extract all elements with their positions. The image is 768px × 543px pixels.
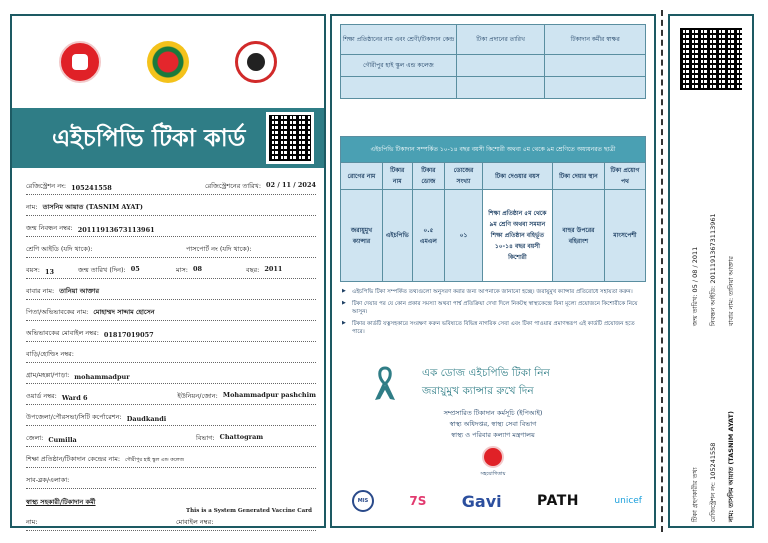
union-value: Mohammadpur pashchim: [222, 391, 316, 399]
card-title: এইচপিভি টিকা কার্ড: [52, 124, 246, 152]
row-registration: [26, 174, 316, 195]
qr-code-icon: [266, 112, 314, 164]
info-header: টিকার ডোজ: [412, 163, 445, 190]
info-header: টিকার নাম: [382, 163, 412, 190]
birth-reg-value: 20111913673113961: [77, 226, 155, 234]
schedule-empty-cell: [341, 77, 457, 99]
bangladesh-emblem-icon: [147, 41, 189, 83]
reg-no-label: রেজিস্ট্রেশন নং:: [26, 182, 67, 190]
mobile-label: অভিভাবকের মোবাইল নম্বর:: [26, 329, 99, 337]
stub-id: নিবন্ধন আইডি: 20111913673113961: [709, 213, 717, 326]
schedule-sign-cell: [545, 55, 646, 77]
govt-emblem-icon: [482, 446, 504, 468]
village-label: গ্রাম/মহল্লা/পাড়া:: [26, 371, 70, 379]
division-value: Chattogram: [219, 433, 264, 441]
month-value: 08: [192, 265, 203, 273]
slogan-line-1: এক ডোজ এইচপিভি টিকা নিন: [422, 367, 550, 379]
info-cell: জরায়ুমুখ ক্যান্সার: [341, 190, 383, 282]
mis-logo: MIS: [352, 490, 374, 512]
subblock-label: সাব-ব্লক/এলাকা:: [26, 476, 70, 484]
ministry-line-1: সম্প্রসারিত টিকাদান কর্মসূচি (ইপিআই): [443, 409, 543, 417]
row-father: [26, 279, 316, 300]
father-value: তানিয়া আক্তার: [59, 287, 100, 295]
partner-logos: [352, 486, 642, 516]
upazila-value: Daudkandi: [126, 415, 167, 423]
stub-name: নাম: তাসনিম আয়াত (TASNIM AYAT): [727, 411, 735, 522]
schedule-col-date: টিকা প্রদানের তারিখ: [456, 25, 544, 55]
notes-list: [342, 288, 644, 341]
row-house: [26, 342, 316, 363]
guardian-label: পিতা/অভিভাবকের নাম:: [26, 308, 89, 316]
logo-row: [12, 16, 324, 108]
birth-reg-label: জন্ম নিবন্ধন নম্বর:: [26, 224, 73, 232]
info-cell: ০১: [445, 190, 483, 282]
stub-header: টিকা গ্রহণকারীর তথ্য: [691, 467, 699, 522]
row-village: [26, 363, 316, 384]
worker-mobile-label: মোবাইল নম্বর:: [176, 518, 214, 526]
row-ids: [26, 237, 316, 258]
info-header: টিকা প্রয়োগ পথ: [604, 163, 645, 190]
info-header: টিকা দেয়ার স্থান: [552, 163, 604, 190]
row-guardian: [26, 300, 316, 321]
info-header: রোগের নাম: [341, 163, 383, 190]
ministry-line-2: স্বাস্থ্য অধিদপ্তর, স্বাস্থ্য সেবা বিভাগ: [449, 420, 537, 428]
ward-value: Ward 6: [61, 394, 88, 402]
vaccine-info-table: [340, 136, 646, 282]
row-name: [26, 195, 316, 216]
name-value: তাসনিম আয়াত (TASNIM AYAT): [42, 203, 143, 211]
info-cell: এইচপিভি: [382, 190, 412, 282]
health-worker-heading: স্বাস্থ্য সহকারী/টিকাদান কর্মী: [26, 498, 96, 506]
info-cell: শিক্ষা প্রতিষ্ঠান ৫ম থেকে ৯ম শ্রেণি অথবা সমমান শিক্ষা প্রতিষ্ঠান বহির্ভূত ১০-১৪ বছর বয়সী কিশোরী: [482, 190, 552, 282]
info-header: টিকা দেওয়ার বয়স: [482, 163, 552, 190]
year-label: বছর:: [246, 266, 260, 274]
age-value: 13: [44, 268, 54, 276]
row-worker-heading: [26, 489, 316, 510]
schedule-school-cell: গৌরীপুর হাই স্কুল এন্ড কলেজ: [341, 55, 457, 77]
village-value: mohammadpur: [74, 373, 130, 381]
vaccine-card-stub: [668, 14, 754, 528]
house-label: বাড়ি/হোল্ডিং নম্বর:: [26, 350, 74, 358]
passport-label: পাসপোর্ট নং (যদি থাকে):: [186, 245, 252, 253]
ministry-line-3: স্বাস্থ্য ও পরিবার কল্যাণ মন্ত্রণালয়: [451, 431, 535, 439]
dob-day-value: 05: [130, 265, 140, 273]
supported-by-label: সহযোগিতায়: [480, 471, 506, 477]
gavi-logo: Gavi: [461, 491, 502, 511]
district-value: Cumilla: [48, 436, 77, 444]
row-center: [26, 447, 316, 468]
reg-no-value: 105241558: [71, 184, 112, 192]
system-generated-note: This is a System Generated Vaccine Card: [186, 508, 312, 514]
note-item: ▶ টিকার কার্ডটি যত্নসহকারে সংরক্ষণ করুন ভবিষ্যতে বিভিন্ন নাগরিক সেবা এবং টিকা পাওয়ার প্রমাণস্বরূপ এই কার্ডটি প্রয়োজন হতে পারে।: [342, 320, 644, 336]
mobile-value: 01817019057: [103, 331, 154, 339]
reg-date-label: রেজিস্ট্রেশনের তারিখ:: [204, 182, 262, 190]
cut-line: [661, 10, 663, 532]
info-header: ডোজের সংখ্যা: [445, 163, 483, 190]
slogan-line-2: জরায়ুমুখ ক্যান্সার রুখে দিন: [422, 385, 534, 397]
row-ward-union: [26, 384, 316, 405]
sdg-logo: 7S: [409, 494, 427, 508]
awareness-ribbon-icon: [372, 366, 398, 402]
info-cell: ০.৫ এমএল: [412, 190, 445, 282]
note-item: ▶ টিকা দেয়ার পর যে কোন প্রকার সমস্যা অথবা পার্শ্ব প্রতিক্রিয়া দেখা দিলে নিকটস্থ স্বাস্থ্যকেন্দ্রে বিনা মূল্যে প্রয়োজনে কিশোরীকে নিয়ে আসুন।: [342, 300, 644, 316]
row-mobile: [26, 321, 316, 342]
info-cell: মাংসপেশী: [604, 190, 645, 282]
center-label: শিক্ষা প্রতিষ্ঠান/টিকাদান কেন্দ্রের নাম:: [26, 455, 121, 463]
row-district: [26, 426, 316, 447]
row-upazila: [26, 405, 316, 426]
path-logo: PATH: [537, 493, 580, 509]
vaccine-info-caption: এইচপিভি টিকাদান সম্পর্কিত ১০-১৪ বছর বয়সী কিশোরী অথবা ৫ম থেকে ৯ম শ্রেণিতে অধ্যয়নরত ছাত্রী: [341, 137, 646, 163]
reg-date-value: 02 / 11 / 2024: [266, 181, 316, 189]
vaccine-card-front: [10, 14, 326, 528]
guardian-value: মোহাম্মদ সাদ্দাম হোসেন: [93, 308, 155, 316]
row-birth-reg: [26, 216, 316, 237]
unicef-logo: unicef: [614, 496, 642, 506]
stub-qr-code-icon: [680, 28, 742, 90]
schedule-col-signature: টিকাদান কর্মীর স্বাক্ষর: [545, 25, 646, 55]
father-label: বাবার নাম:: [26, 287, 55, 295]
class-id-label: শ্রেণি আইডি (যদি থাকে):: [26, 245, 93, 253]
division-label: বিভাগ:: [196, 434, 215, 442]
schedule-col-school: শিক্ষা প্রতিষ্ঠানের নাম এবং শ্রেণী/টিকাদান কেন্দ্র: [341, 25, 457, 55]
row-subblock: [26, 468, 316, 489]
card-title-bar: [12, 108, 324, 168]
note-item: ▶ এইচপিভি টিকা সম্পর্কিত তথ্যগুলো অনুসরণ করার জন্য আপনাকে জানানো হচ্ছে। জরায়ুমুখ ক্যান্সার প্রতিরোধে সহায়তা করুন।: [342, 288, 644, 296]
year-value: 2011: [264, 265, 283, 273]
schedule-empty-cell: [545, 77, 646, 99]
schedule-empty-cell: [456, 77, 544, 99]
info-cell: বাহুর উপরের বহিরাংশ: [552, 190, 604, 282]
upazila-label: উপজেলা/পৌরসভা/সিটি কর্পোরেশন:: [26, 413, 122, 421]
vaccine-card-back: [330, 14, 656, 528]
stub-dob: জন্ম তারিখ: 05 / 08 / 2011: [691, 246, 699, 326]
district-label: জেলা:: [26, 434, 44, 442]
schedule-date-cell: [456, 55, 544, 77]
govt-health-logo-icon: [59, 41, 101, 83]
stub-reg: রেজিস্ট্রেশন নং: 105241558: [709, 442, 717, 522]
registration-fields: [26, 174, 316, 531]
union-label: ইউনিয়ন/জোন:: [177, 392, 218, 400]
month-label: মাস:: [176, 266, 188, 274]
ward-label: ওয়ার্ড নম্বর:: [26, 392, 57, 400]
schedule-table: [340, 24, 646, 99]
stub-father: বাবার নাম: তানিয়া আক্তার: [727, 256, 735, 326]
age-label: বয়স:: [26, 266, 40, 274]
name-label: নাম:: [26, 203, 38, 211]
worker-name-label: নাম:: [26, 518, 38, 526]
center-value: গৌরীপুর হাই স্কুল এন্ড কলেজ: [125, 457, 184, 463]
row-age-dob: [26, 258, 316, 279]
epi-logo-icon: [235, 41, 277, 83]
dob-label: জন্ম তারিখ (দিন):: [78, 266, 126, 274]
